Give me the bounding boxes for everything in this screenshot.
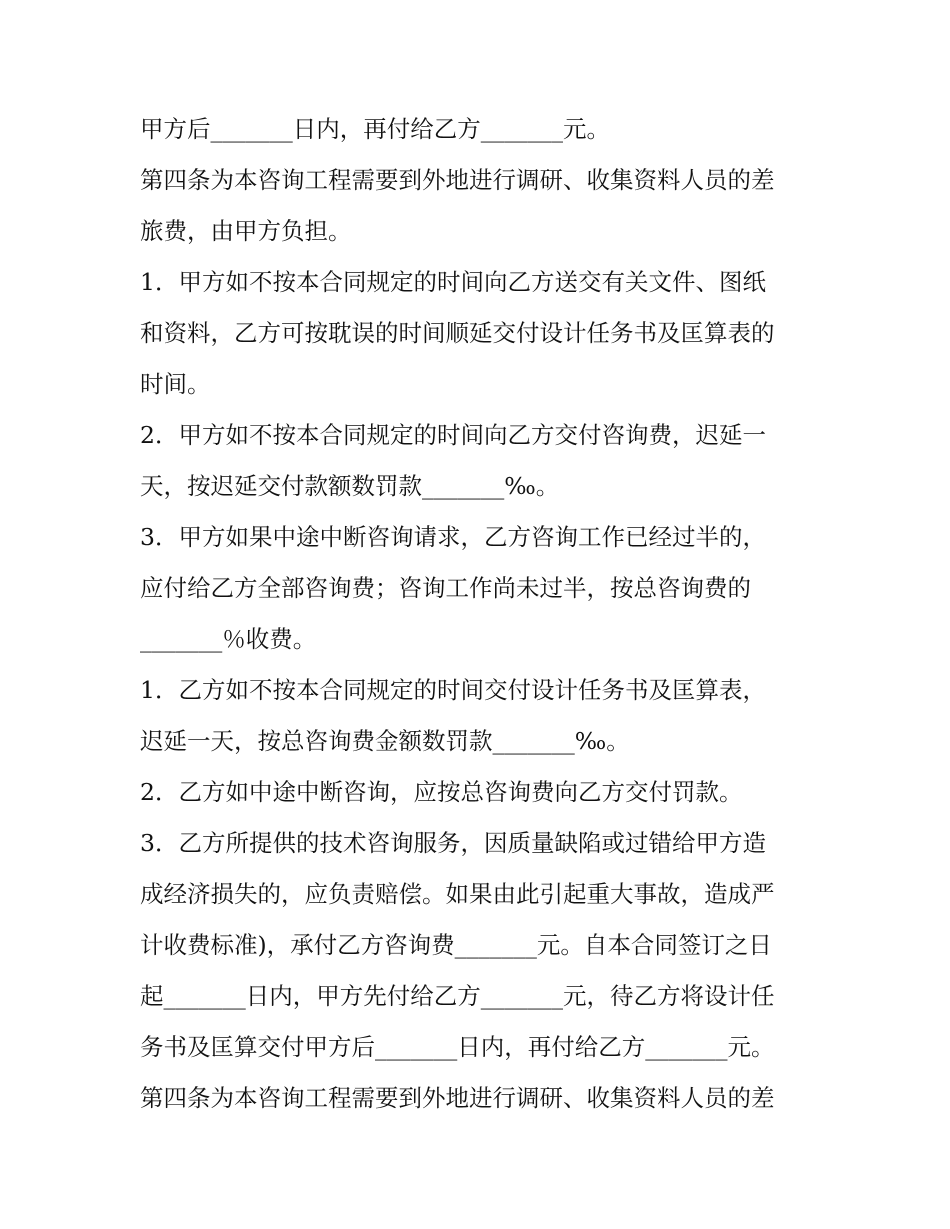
text-line: 1．甲方如不按本合同规定的时间向乙方送交有关文件、图纸 xyxy=(140,268,766,296)
text-line: 计收费标准)，承付乙方咨询费_______元。自本合同签订之日 xyxy=(140,931,772,959)
text-line: 第四条为本咨询工程需要到外地进行调研、收集资料人员的差 xyxy=(140,166,775,194)
text-line: 时间。 xyxy=(140,370,211,398)
document-body xyxy=(140,104,820,1124)
text-line: 2．甲方如不按本合同规定的时间向乙方交付咨询费，迟延一 xyxy=(140,421,766,449)
text-line: 旅费，由甲方负担。 xyxy=(140,217,352,245)
text-line: 第四条为本咨询工程需要到外地进行调研、收集资料人员的差 xyxy=(140,1084,775,1112)
text-line: 和资料，乙方可按耽误的时间顺延交付设计任务书及匡算表的 xyxy=(140,319,775,347)
text-line: 2．乙方如中途中断咨询，应按总咨询费向乙方交付罚款。 xyxy=(140,778,743,806)
text-line: 3．甲方如果中途中断咨询请求，乙方咨询工作已经过半的， xyxy=(140,523,766,551)
text-line: 天，按迟延交付款额数罚款_______‰。 xyxy=(140,472,560,500)
text-line: 应付给乙方全部咨询费；咨询工作尚未过半，按总咨询费的 xyxy=(140,574,751,602)
text-line: _______％收费。 xyxy=(140,625,317,653)
text-line: 迟延一天，按总咨询费金额数罚款_______‰。 xyxy=(140,727,630,755)
text-line: 务书及匡算交付甲方后_______日内，再付给乙方_______元。 xyxy=(140,1033,775,1061)
text-line: 成经济损失的，应负责赔偿。如果由此引起重大事故，造成严 xyxy=(140,880,775,908)
text-line: 起_______日内，甲方先付给乙方_______元，待乙方将设计任 xyxy=(140,982,775,1010)
text-line: 3．乙方所提供的技术咨询服务，因质量缺陷或过错给甲方造 xyxy=(140,829,766,857)
text-line: 1．乙方如不按本合同规定的时间交付设计任务书及匡算表， xyxy=(140,676,766,704)
text-line: 甲方后_______日内，再付给乙方_______元。 xyxy=(140,115,610,143)
